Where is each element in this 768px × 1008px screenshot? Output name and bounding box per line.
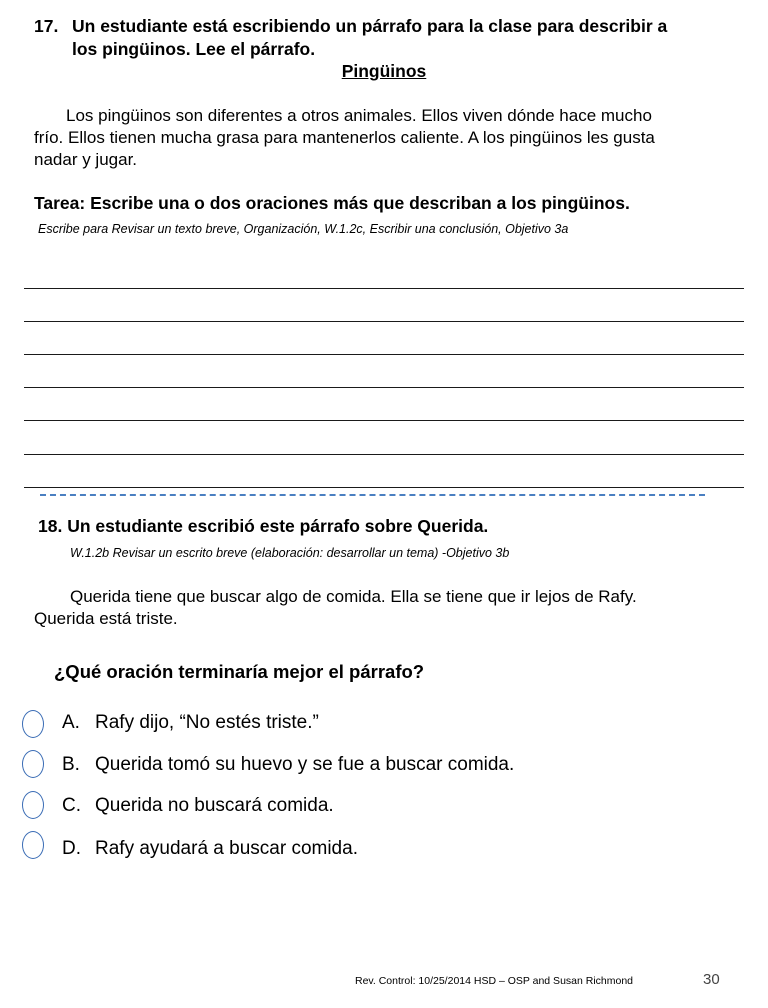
option-c-text: Querida no buscará comida. <box>95 795 334 816</box>
revision-footer: Rev. Control: 10/25/2014 HSD – OSP and Susan Richmond <box>355 975 634 987</box>
passage-18-line-2: Querida está triste. <box>34 609 178 628</box>
option-b-radio[interactable] <box>22 750 44 778</box>
task-instruction: Tarea: Escribe una o dos oraciones más que describan a los pingüinos. <box>34 193 630 213</box>
passage-18-line-1: Querida tiene que buscar algo de comida. Ella se tiene que ir lejos de Rafy. <box>70 587 637 606</box>
writing-line <box>24 354 744 355</box>
option-c-radio[interactable] <box>22 791 44 819</box>
option-b-letter: B. <box>62 754 80 775</box>
standard-reference-17: Escribe para Revisar un texto breve, Organización, W.1.2c, Escribir una conclusión, Objetivo 3a <box>38 222 569 236</box>
option-a-letter: A. <box>62 712 80 733</box>
option-a[interactable] <box>62 712 319 734</box>
option-d[interactable] <box>62 838 358 860</box>
passage-line-2: frío. Ellos tienen mucha grasa para mantenerlos caliente. A los pingüinos les gusta <box>34 128 655 147</box>
writing-line <box>24 321 744 322</box>
question-17-prompt-line2: los pingüinos. Lee el párrafo. <box>72 39 316 59</box>
option-b-text: Querida tomó su huevo y se fue a buscar comida. <box>95 754 515 775</box>
option-c[interactable] <box>62 795 334 817</box>
writing-line <box>24 288 744 289</box>
option-d-letter: D. <box>62 838 81 859</box>
option-a-text: Rafy dijo, “No estés triste.” <box>95 712 319 733</box>
passage-line-1: Los pingüinos son diferentes a otros animales. Ellos viven dónde hace mucho <box>66 106 652 125</box>
writing-line <box>24 487 744 488</box>
option-d-text: Rafy ayudará a buscar comida. <box>95 838 358 859</box>
question-17-number: 17. <box>34 16 59 36</box>
question-17-prompt-line1: Un estudiante está escribiendo un párrafo para la clase para describir a <box>72 16 668 36</box>
writing-line <box>24 387 744 388</box>
option-c-letter: C. <box>62 795 81 816</box>
standard-reference-18: W.1.2b Revisar un escrito breve (elaboración: desarrollar un tema) -Objetivo 3b <box>70 546 510 560</box>
writing-line <box>24 420 744 421</box>
question-18-prompt: ¿Qué oración terminaría mejor el párrafo? <box>54 661 425 682</box>
writing-line <box>24 454 744 455</box>
option-b[interactable] <box>62 754 514 776</box>
option-a-radio[interactable] <box>22 710 44 738</box>
passage-line-3: nadar y jugar. <box>34 150 138 169</box>
page-number: 30 <box>703 971 720 988</box>
dashed-separator <box>40 494 705 496</box>
option-d-radio[interactable] <box>22 831 44 859</box>
question-18-heading: 18. Un estudiante escribió este párrafo sobre Querida. <box>38 516 489 536</box>
passage-title: Pingüinos <box>341 61 427 81</box>
